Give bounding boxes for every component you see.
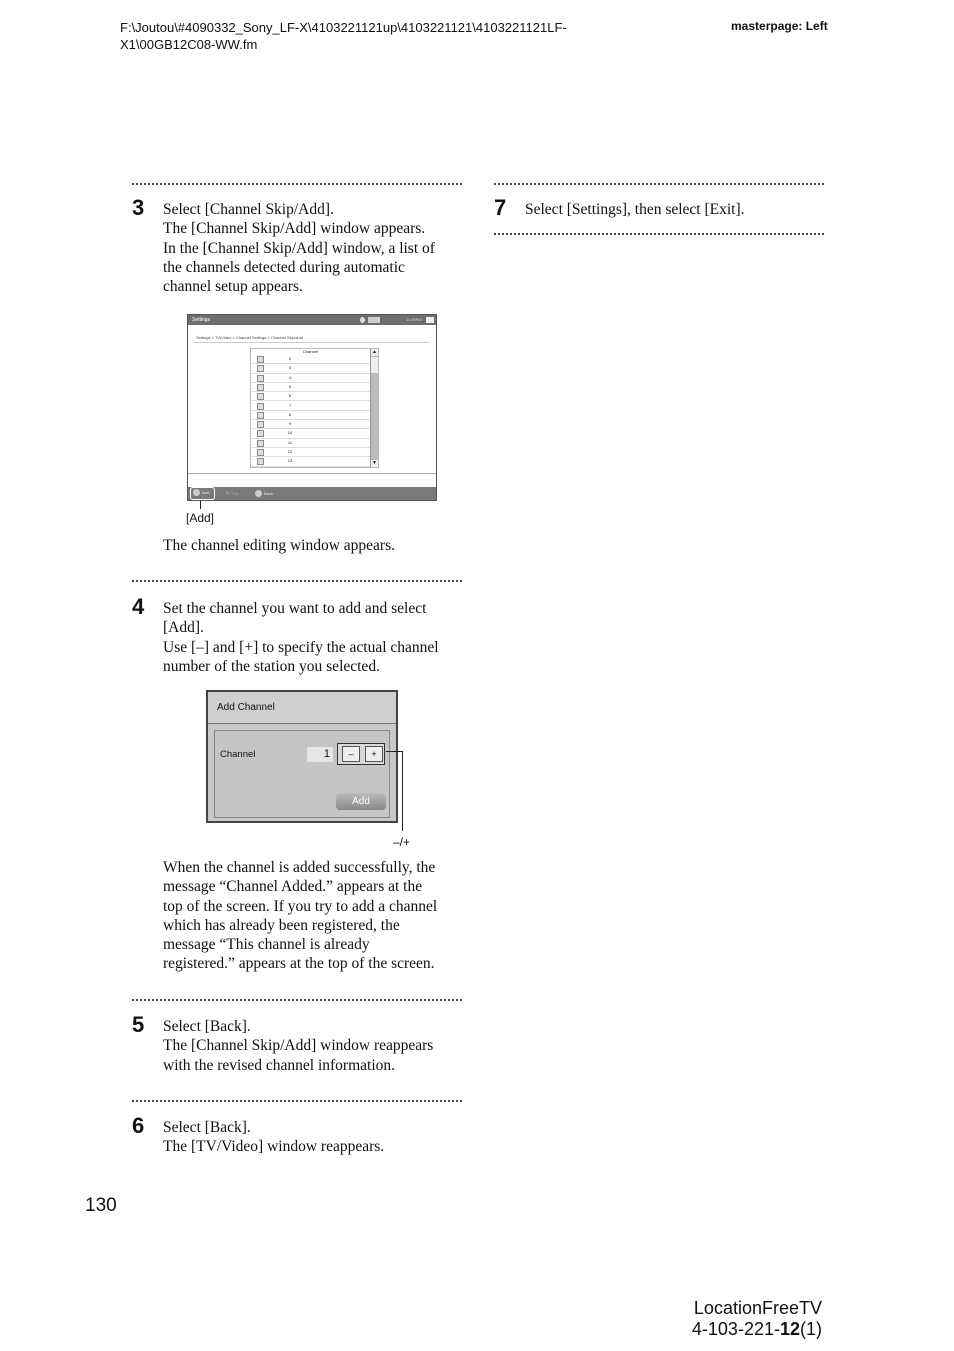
channel-row[interactable] [251,456,370,466]
masterpage-label: masterpage: Left [731,19,828,33]
product-name: LocationFreeTV [693,1298,822,1318]
tv-icon [360,317,365,323]
code-prefix: 4-103-221- [691,1319,780,1339]
callout-line [402,751,403,831]
channel-number: 10 [287,430,293,436]
skip-checkbox[interactable] [257,449,264,456]
add-channel-button[interactable]: Add [336,793,386,810]
clock-text: 11:30PM [406,317,422,322]
scrollbar[interactable] [370,349,378,467]
file-path-line2: X1\00GB12C08-WW.fm [120,37,258,52]
product-info [600,1298,822,1340]
divider [188,473,436,474]
text-line: number of the station you selected. [163,657,380,675]
channel-number: 7 [288,402,292,408]
cross-icon: ✕ [225,491,231,497]
text-line: the channels detected during automatic [163,258,405,276]
signal-icon [368,317,380,323]
text-line: Select [Channel Skip/Add]. [163,201,334,218]
channel-number: 11 [287,439,293,445]
step-5-text [163,1017,463,1075]
text-line: Set the channel you want to add and select [163,600,427,617]
skip-checkbox[interactable] [257,384,264,391]
skip-checkbox[interactable] [257,356,264,363]
breadcrumb: Settings > TV/Video > Channel Settings > Channel Skip/Add [196,335,303,340]
text-line: Use [–] and [+] to specify the actual channel [163,638,439,656]
back-icon [255,490,262,497]
text-line: which has already been registered, the [163,916,400,934]
code-suffix: (1) [800,1319,822,1339]
text-line: Select [Back]. [163,1018,251,1035]
skip-checkbox[interactable] [257,375,264,382]
step-divider [132,1100,462,1102]
channel-panel [214,730,390,818]
text-line: In the [Channel Skip/Add] window, a list of [163,239,435,257]
stepper-callout: –/+ [393,835,411,849]
text-line: The [Channel Skip/Add] window appears. [163,220,426,238]
step-divider [132,999,462,1001]
text-line: When the channel is added successfully, the [163,859,436,876]
text-line: with the revised channel information. [163,1056,396,1074]
channel-list[interactable] [250,348,379,468]
file-path-line1: F:\Joutou\#4090332_Sony_LF-X\4103221121up\4103221121\4103221121LF- [120,20,567,35]
channel-column-header: Channel [303,349,318,354]
channel-label: Channel [220,749,256,760]
callout-line [200,501,201,509]
channel-number: 9 [288,421,292,427]
skip-label: Skip [231,491,239,496]
add-callout: [Add] [186,511,215,525]
code-bold: 12 [779,1319,800,1339]
step-4-text [163,599,463,676]
bottom-toolbar [188,487,436,500]
text-line: channel setup appears. [163,278,303,296]
step-divider [132,183,462,185]
product-code [600,1319,822,1340]
add-channel-title: Add Channel [208,692,396,724]
step-3-result: The channel editing window appears. [163,537,395,554]
channel-stepper [337,743,385,765]
text-line: Select [Back]. [163,1119,251,1136]
step-4-result [163,858,463,974]
channel-value: 1 [307,747,333,762]
text-line: message “Channel Added.” appears at the [163,878,423,896]
channel-number: 13 [287,458,293,464]
channel-number: 4 [288,374,292,380]
back-button[interactable] [255,489,273,498]
text-line: top of the screen. If you try to add a channel [163,897,438,915]
text-line: registered.” appears at the top of the screen. [163,955,435,973]
settings-title-bar [188,315,436,325]
step-number: 5 [132,1012,145,1037]
step-number: 7 [494,195,507,220]
channel-number: 8 [288,411,292,417]
text-line: The [Channel Skip/Add] window reappears [163,1037,434,1055]
minus-button[interactable]: – [342,746,360,762]
skip-button[interactable] [225,489,239,499]
step-3-text [163,200,463,296]
skip-checkbox[interactable] [257,458,264,465]
channel-number: 2 [288,356,292,361]
skip-checkbox[interactable] [257,412,264,419]
channel-skip-add-screenshot [187,314,437,501]
channel-number: 5 [288,383,292,389]
step-divider [132,580,462,582]
skip-checkbox[interactable] [257,403,264,410]
step-divider [494,233,824,235]
pencil-icon [193,489,200,496]
back-label: Back [264,491,273,496]
plus-button[interactable]: + [365,746,383,762]
skip-checkbox[interactable] [257,430,264,437]
text-line: message “This channel is already [163,936,370,954]
scroll-thumb[interactable] [371,357,378,373]
step-number: 4 [132,594,145,619]
step-7-text [525,200,825,219]
step-divider [494,183,824,185]
step-6-text [163,1118,463,1157]
add-label: Add [202,490,210,495]
battery-icon [426,317,434,323]
step-number: 3 [132,195,145,220]
text-line: [Add]. [163,619,204,637]
settings-title: Settings [192,317,211,323]
add-channel-screenshot [206,690,398,823]
channel-number: 3 [288,365,292,371]
text-line: Select [Settings], then select [Exit]. [525,201,745,218]
callout-line [386,751,402,752]
scroll-up-icon[interactable]: ▲ [372,349,377,355]
add-button[interactable] [190,487,215,500]
page-number: 130 [85,1195,117,1216]
scroll-down-icon[interactable]: ▼ [372,460,377,466]
skip-checkbox[interactable] [257,393,264,400]
text-line: The [TV/Video] window reappears. [163,1138,385,1156]
skip-checkbox[interactable] [257,440,264,447]
divider [194,342,430,343]
skip-checkbox[interactable] [257,365,264,372]
file-path [120,19,567,53]
step-number: 6 [132,1113,145,1138]
channel-number: 12 [287,449,293,454]
skip-checkbox[interactable] [257,421,264,428]
channel-number: 6 [288,393,292,399]
